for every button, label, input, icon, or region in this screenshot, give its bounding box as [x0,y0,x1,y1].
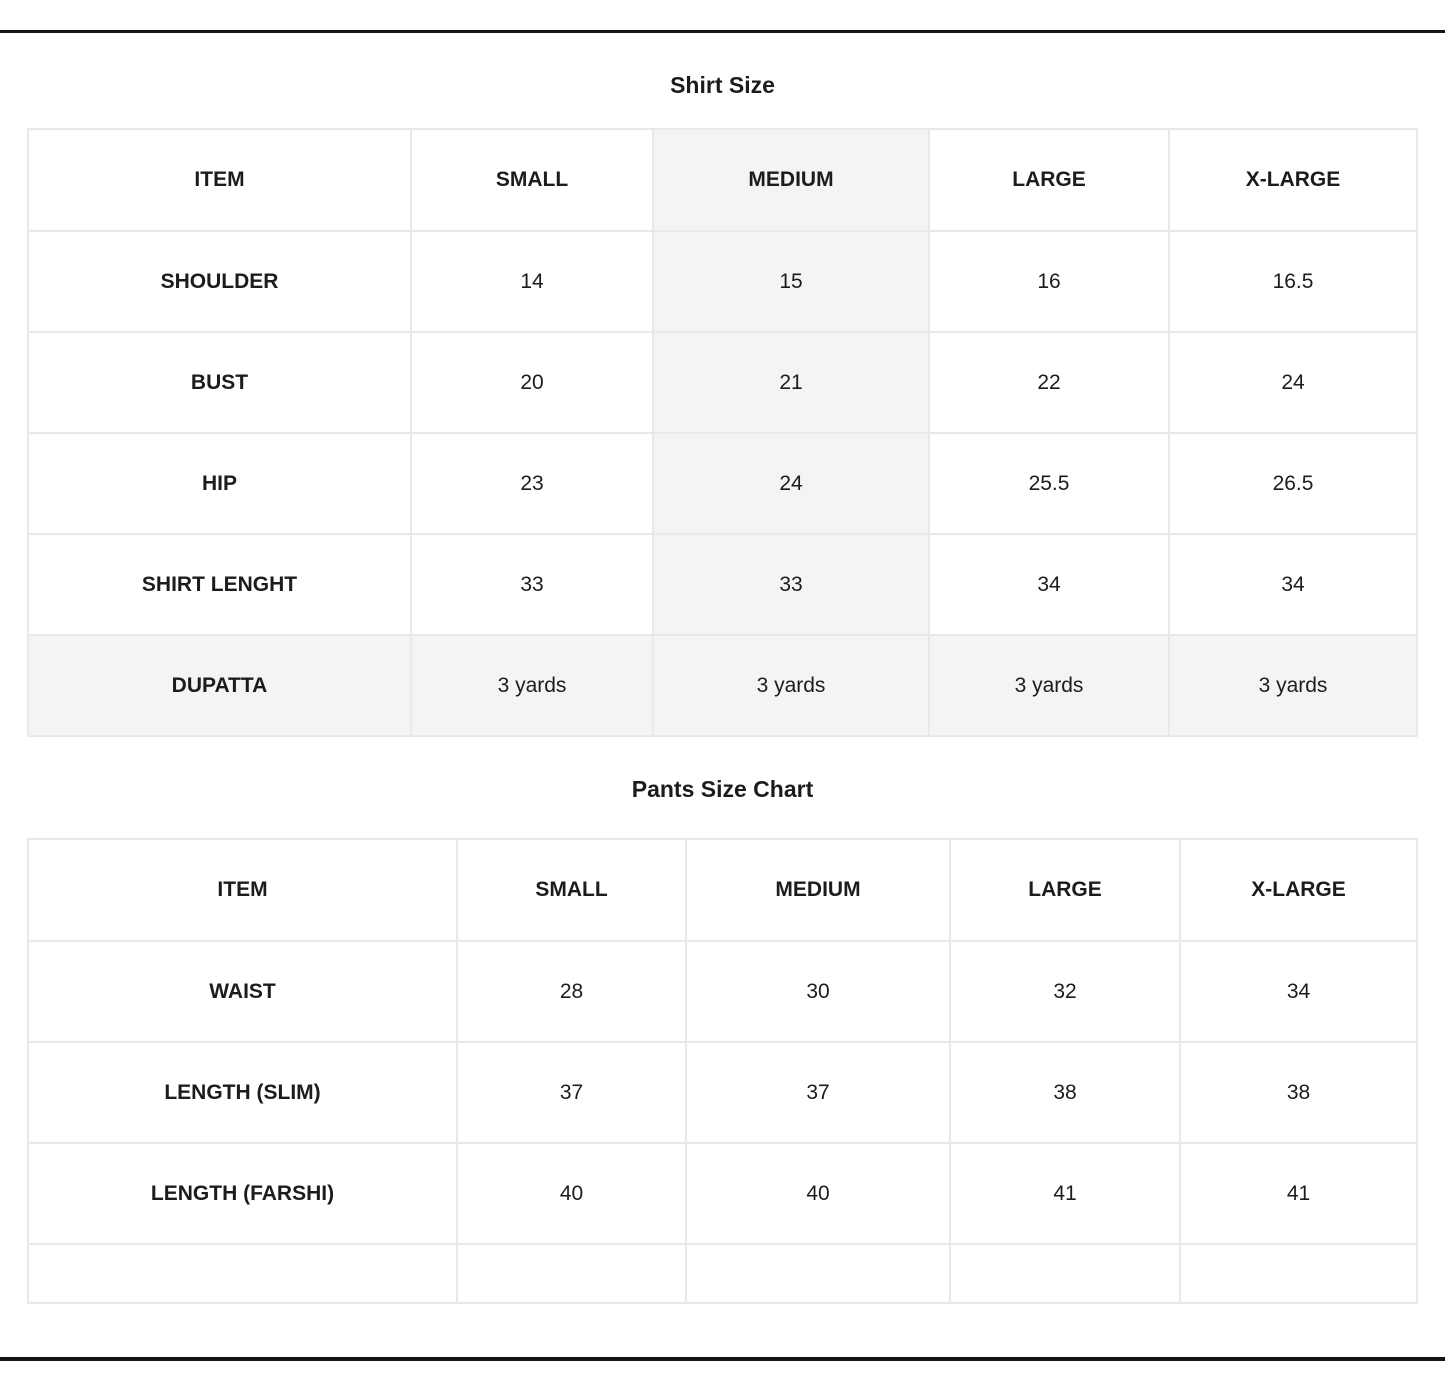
size-value-cell: 3 yards [653,635,929,736]
shirt-header-row [28,129,1417,231]
size-value-cell: 24 [653,433,929,534]
size-value-cell: 22 [929,332,1169,433]
item-label-cell: HIP [28,433,411,534]
column-header-xlarge: X-LARGE [1169,129,1417,231]
size-value-cell: 24 [1169,332,1417,433]
column-header-item: ITEM [28,129,411,231]
size-value-cell: 3 yards [411,635,653,736]
size-value-cell: 34 [1180,941,1417,1042]
size-value-cell: 14 [411,231,653,332]
empty-row [28,1244,1417,1303]
pants-table-title: Pants Size Chart [631,776,814,802]
column-header-item: ITEM [28,839,457,941]
empty-cell [457,1244,686,1303]
size-value-cell: 20 [411,332,653,433]
size-value-cell: 41 [950,1143,1180,1244]
pants-header-row [28,839,1417,941]
size-value-cell: 21 [653,332,929,433]
column-header-xlarge: X-LARGE [1180,839,1417,941]
size-value-cell: 38 [1180,1042,1417,1143]
size-value-cell: 41 [1180,1143,1417,1244]
empty-cell [686,1244,950,1303]
column-header-medium: MEDIUM [686,839,950,941]
column-header-large: LARGE [929,129,1169,231]
empty-cell [1180,1244,1417,1303]
empty-cell [28,1244,457,1303]
size-value-cell: 34 [1169,534,1417,635]
size-value-cell: 26.5 [1169,433,1417,534]
table-row-hip [28,433,1417,534]
column-header-small: SMALL [411,129,653,231]
size-value-cell: 28 [457,941,686,1042]
size-value-cell: 40 [457,1143,686,1244]
item-label-cell: SHIRT LENGHT [28,534,411,635]
column-header-medium: MEDIUM [653,129,929,231]
size-value-cell: 37 [457,1042,686,1143]
table-row-waist [28,941,1417,1042]
table-row-dupatta [28,635,1417,736]
item-label-cell: WAIST [28,941,457,1042]
shirt-size-table [27,128,1418,737]
size-value-cell: 3 yards [1169,635,1417,736]
item-label-cell: LENGTH (FARSHI) [28,1143,457,1244]
column-header-small: SMALL [457,839,686,941]
shirt-table-title: Shirt Size [670,72,775,98]
size-value-cell: 23 [411,433,653,534]
size-value-cell: 33 [653,534,929,635]
size-value-cell: 40 [686,1143,950,1244]
size-value-cell: 30 [686,941,950,1042]
size-value-cell: 25.5 [929,433,1169,534]
size-value-cell: 32 [950,941,1180,1042]
item-label-cell: BUST [28,332,411,433]
top-divider [0,30,1445,33]
item-label-cell: SHOULDER [28,231,411,332]
size-value-cell: 15 [653,231,929,332]
item-label-cell: DUPATTA [28,635,411,736]
empty-cell [950,1244,1180,1303]
size-value-cell: 38 [950,1042,1180,1143]
size-value-cell: 16.5 [1169,231,1417,332]
bottom-divider [0,1357,1445,1361]
item-label-cell: LENGTH (SLIM) [28,1042,457,1143]
column-header-large: LARGE [950,839,1180,941]
table-row-length-slim [28,1042,1417,1143]
size-value-cell: 34 [929,534,1169,635]
table-row-shoulder [28,231,1417,332]
size-value-cell: 3 yards [929,635,1169,736]
size-value-cell: 33 [411,534,653,635]
table-row-shirt-length [28,534,1417,635]
size-value-cell: 16 [929,231,1169,332]
table-row-length-farshi [28,1143,1417,1244]
pants-size-table [27,838,1418,1304]
table-row-bust [28,332,1417,433]
size-value-cell: 37 [686,1042,950,1143]
